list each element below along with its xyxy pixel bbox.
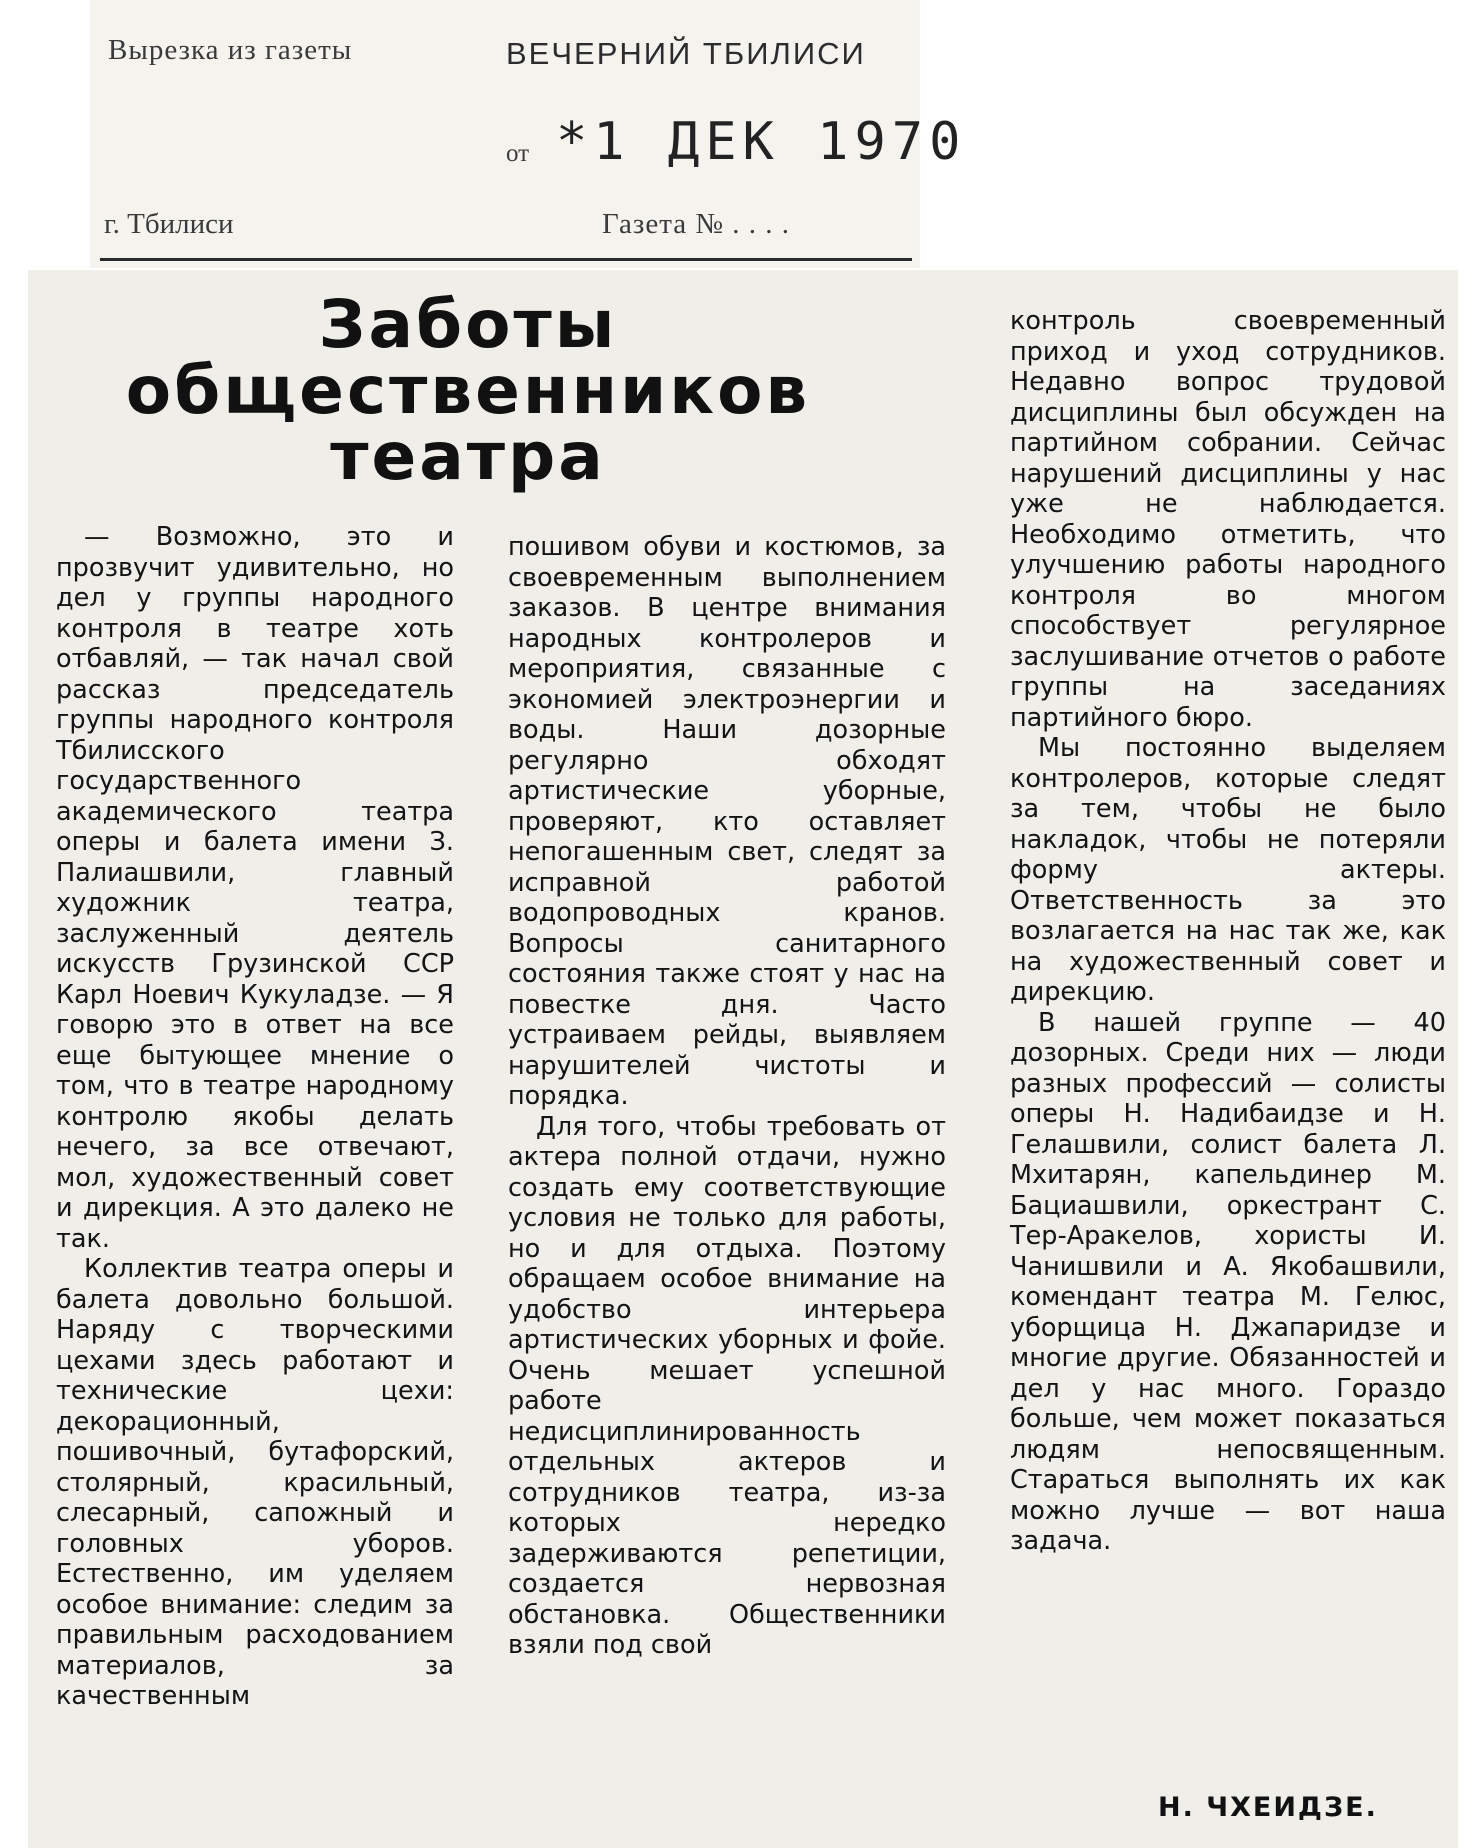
date-stamp: *1 ДЕК 1970 xyxy=(556,112,967,172)
author-signature: Н. ЧХЕИДЗЕ. xyxy=(1158,1792,1378,1823)
title-line: общественников xyxy=(125,352,811,429)
paragraph: Мы постоянно выделяем контролеров, которые следят за тем, чтобы не было накладок, чтобы не потеряли форму актеры. Ответственность за это возлагается на нас так же, как на художественный совет и дирекцию. xyxy=(1010,733,1446,1007)
paragraph: В нашей группе — 40 дозорных. Среди них — люди разных профессий — солисты оперы Н. Надибаидзе и Н. Гелашвили, солист балета Л. Мхитарян, капельдинер М. Бациашвили, оркестрант С. Тер-Аракелов, хористы И. Чанишвили и А. Якобашвили, комендант театра М. Гелюс, уборщица Н. Джапаридзе и многие другие. Обязанностей и дел у нас много. Гораздо больше, чем может показаться людям непосвященным. Стараться выполнять их как можно лучше — вот наша задача. xyxy=(1010,1007,1446,1556)
paragraph: контроль своевременный приход и уход сотрудников. Недавно вопрос трудовой дисциплины был обсужден на партийном собрании. Сейчас нарушений дисциплины у нас уже не наблюдается. Необходимо отметить, что улучшению работы народного контроля во многом способствует регулярное заслушивание отчетов о работе группы на заседаниях партийного бюро. xyxy=(1010,306,1446,733)
article-column-3 xyxy=(1010,306,1446,1557)
issue-number-label: Газета № . . . . xyxy=(602,208,791,240)
slip-divider xyxy=(100,258,912,261)
paragraph: Коллектив театра оперы и балета довольно большой. Наряду с творческими цехами здесь работают и технические цехи: декорационный, пошивочный, бутафорский, столярный, красильный, слесарный, сапожный и головных уборов. Естественно, им уделяем особое внимание: следим за правильным расходованием материалов, за качественным xyxy=(56,1254,454,1711)
title-line: Заботы xyxy=(318,286,618,363)
article-column-2 xyxy=(508,532,946,1661)
city-label: г. Тбилиси xyxy=(104,208,234,240)
cutting-label: Вырезка из газеты xyxy=(108,34,353,66)
paragraph: пошивом обуви и костюмов, за своевременным выполнением заказов. В центре внимания народных контролеров и мероприятия, связанные с экономией электроэнергии и воды. Наши дозорные регулярно обходят артистические уборные, проверяют, кто оставляет непогашенным свет, следят за исправной работой водопроводных кранов. Вопросы санитарного состояния также стоят у нас на повестке дня. Часто устраиваем рейды, выявляем нарушителей чистоты и порядка. xyxy=(508,532,946,1111)
article-title xyxy=(28,286,908,495)
date-prefix: от xyxy=(506,140,530,167)
paragraph: Для того, чтобы требовать от актера полной отдачи, нужно создать ему соответствующие условия не только для работы, но и для отдыха. Поэтому обращаем особое внимание на удобство интерьера артистических уборных и фойе. Очень мешает успешной работе недисциплинированность отдельных актеров и сотрудников театра, из-за которых нередко задерживаются репетиции, создается нервозная обстановка. Общественники взяли под свой xyxy=(508,1111,946,1660)
title-line: театра xyxy=(330,418,606,495)
newspaper-name: ВЕЧЕРНИЙ ТБИЛИСИ xyxy=(506,36,866,71)
paragraph: — Возможно, это и прозвучит удивительно, но дел у группы народного контроля в театре хоть отбавляй, — так начал свой рассказ председатель группы народного контроля Тбилисского государственного академического театра оперы и балета имени З. Палиашвили, главный художник театра, заслуженный деятель искусств Грузинской ССР Карл Ноевич Кукуладзе. — Я говорю это в ответ на все еще бытующее мнение о том, что в театре народному контролю якобы делать нечего, за все отвечают, мол, художественный совет и дирекция. А это далеко не так. xyxy=(56,522,454,1254)
article-column-1 xyxy=(56,522,454,1712)
